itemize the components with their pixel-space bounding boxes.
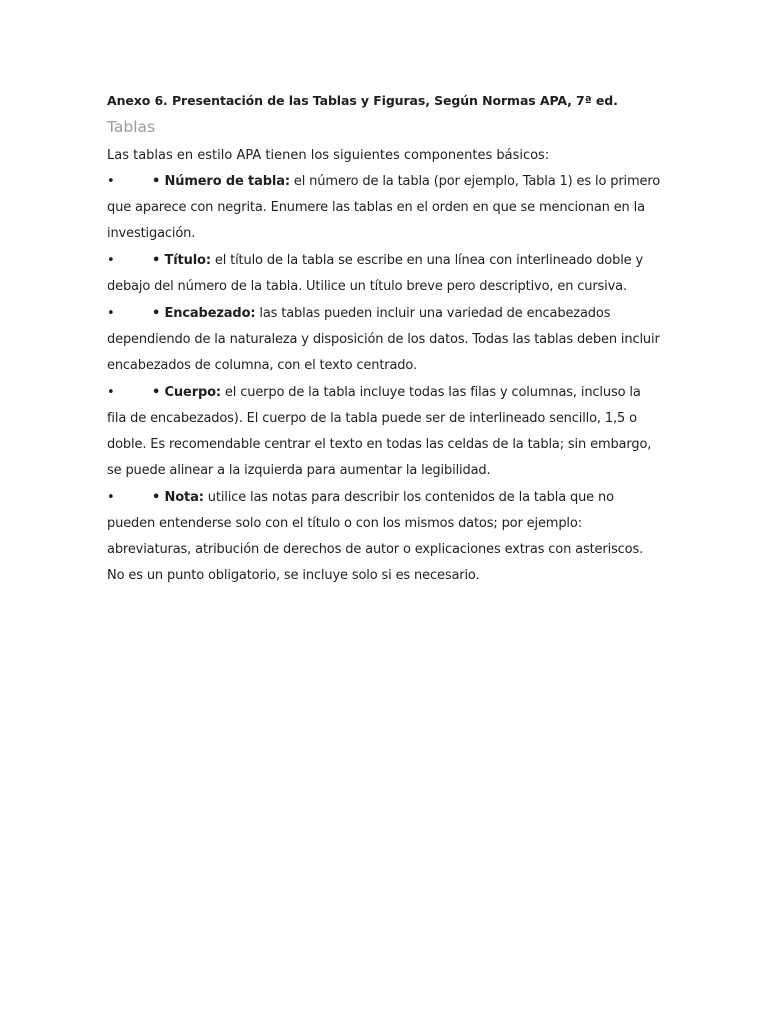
list-item-cuerpo: [107, 380, 663, 484]
list-item-encabezado: [107, 301, 663, 379]
item-text: las tablas pueden incluir una variedad de encabezados dependiendo de la naturaleza y disposición de los datos. Todas las tablas deben incluir encabezados de columna, con el texto centrado.: [107, 306, 660, 373]
item-term: • Número de tabla:: [152, 174, 290, 189]
list-item-titulo: [107, 248, 663, 300]
item-term: • Nota:: [152, 490, 204, 505]
bullet-icon: •: [107, 385, 115, 400]
item-text: el título de la tabla se escribe en una línea con interlineado doble y debajo del número de la tabla. Utilice un título breve pero descriptivo, en cursiva.: [107, 253, 644, 294]
document-page: [107, 92, 663, 590]
item-text: utilice las notas para describir los contenidos de la tabla que no pueden entenderse solo con el título o con los mismos datos; por ejemplo: abreviaturas, atribución de derechos de autor o explicaciones extras con asteriscos. No es un punto obligatorio, se incluye solo si es necesario.: [107, 490, 644, 583]
item-text: el cuerpo de la tabla incluye todas las filas y columnas, incluso la fila de encabezados). El cuerpo de la tabla puede ser de interlineado sencillo, 1,5 o doble. Es recomendable centrar el texto en todas las celdas de la tabla; sin embargo, se puede alinear a la izquierda para aumentar la legibilidad.: [107, 385, 652, 478]
item-term: • Título:: [152, 253, 211, 268]
section-heading-tablas: Tablas: [107, 118, 156, 136]
bullet-icon: •: [107, 174, 115, 189]
list-item-nota: [107, 485, 663, 589]
list-item-numero-de-tabla: [107, 169, 663, 247]
item-term: • Cuerpo:: [152, 385, 221, 400]
bullet-icon: •: [107, 253, 115, 268]
item-term: • Encabezado:: [152, 306, 256, 321]
item-text: el número de la tabla (por ejemplo, Tabla 1) es lo primero que aparece con negrita. Enumere las tablas en el orden en que se mencionan en la investigación.: [107, 174, 661, 241]
bullet-icon: •: [107, 306, 115, 321]
components-list: [107, 169, 663, 589]
intro-paragraph: Las tablas en estilo APA tienen los siguientes componentes básicos:: [107, 148, 550, 163]
bullet-icon: •: [107, 490, 115, 505]
annex-title: Anexo 6. Presentación de las Tablas y Figuras, Según Normas APA, 7ª ed.: [107, 93, 618, 108]
